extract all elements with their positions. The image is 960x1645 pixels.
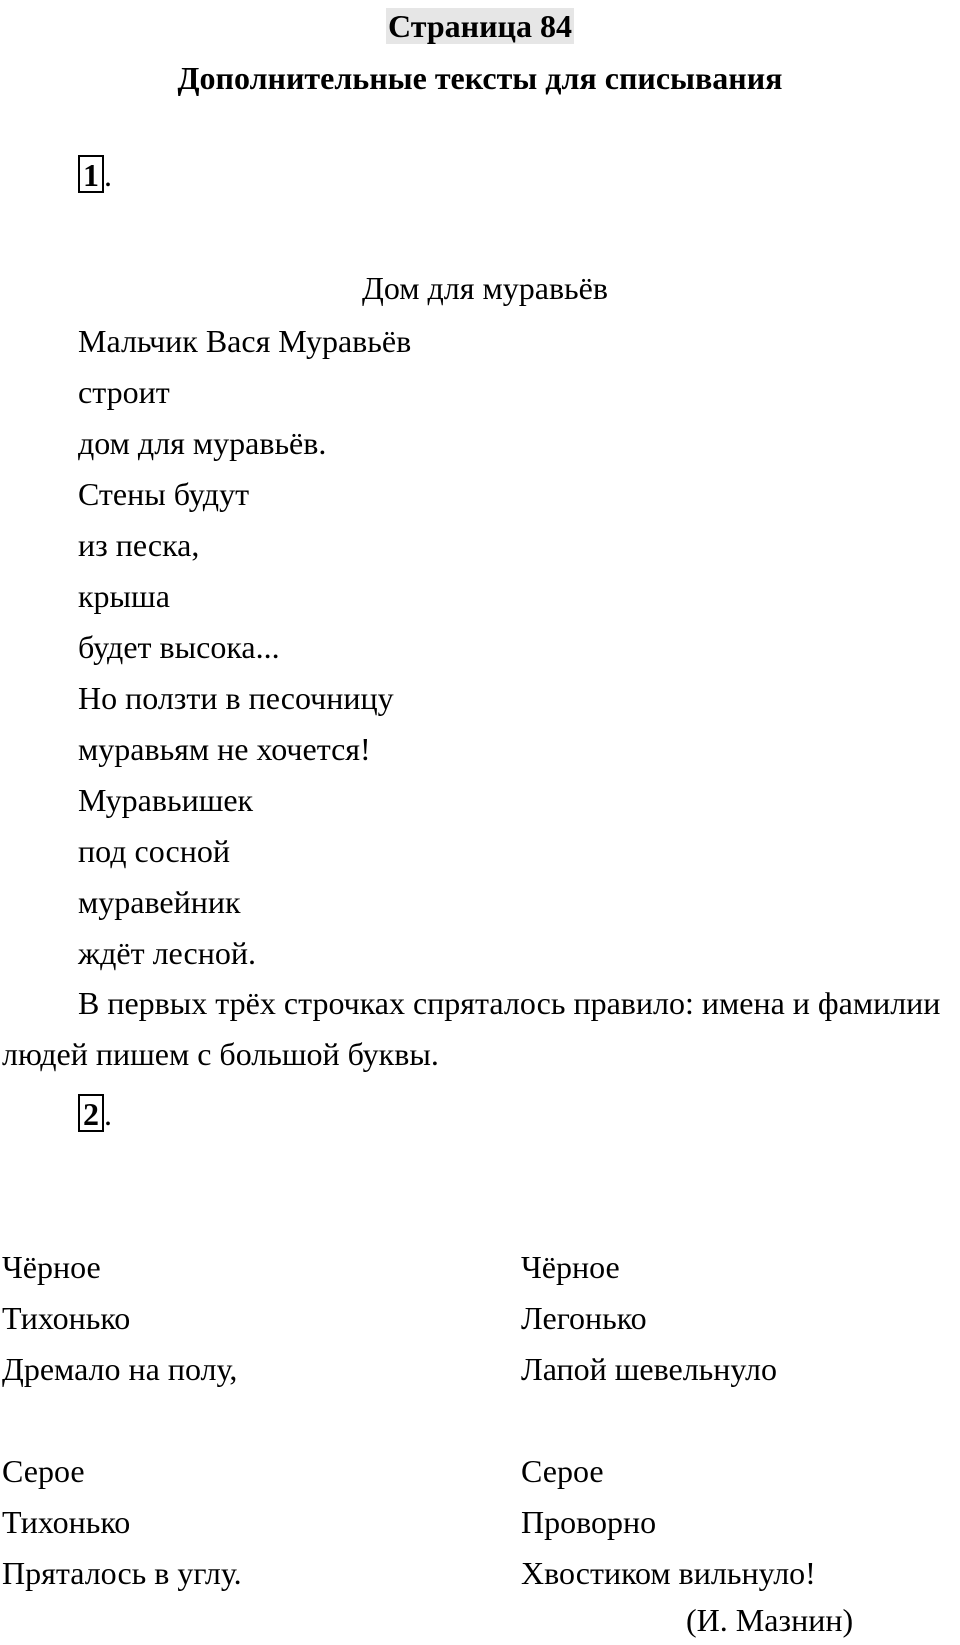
left-column-stanza-1	[2, 1242, 237, 1395]
poem-line: под сосной	[78, 833, 230, 869]
poem-line: Мальчик Вася Муравьёв	[78, 323, 412, 359]
poem-line: Чёрное	[521, 1249, 620, 1285]
poem-lines	[78, 316, 411, 979]
page-subtitle: Дополнительные тексты для списывания	[177, 60, 783, 96]
task-number-dot: .	[104, 157, 112, 193]
task-number-box: 2	[78, 1094, 104, 1132]
poem-line: Но ползти в песочницу	[78, 680, 394, 716]
poem-line: Стены будут	[78, 476, 250, 512]
task-number-dot: .	[104, 1096, 112, 1132]
poem-line: Чёрное	[2, 1249, 101, 1285]
poem-line: Тихонько	[2, 1300, 131, 1336]
poem-line: Хвостиком вильнуло!	[521, 1555, 816, 1591]
poem-line: ждёт лесной.	[78, 935, 256, 971]
poem-line: Проворно	[521, 1504, 657, 1540]
poem-line: Серое	[2, 1453, 85, 1489]
poem-title: Дом для муравьёв	[362, 270, 608, 306]
poem-line: муравьям не хочется!	[78, 731, 371, 767]
right-column-stanza-1	[521, 1242, 777, 1395]
poem-line: Дремало на полу,	[2, 1351, 238, 1387]
task-number-2	[78, 1094, 112, 1132]
poem-line: Легонько	[521, 1300, 647, 1336]
poem-line: Пряталось в углу.	[2, 1555, 242, 1591]
poem-line: Муравьишек	[78, 782, 254, 818]
left-column-stanza-2	[2, 1446, 242, 1599]
author-attribution: (И. Мазнин)	[686, 1602, 854, 1638]
poem-line: Тихонько	[2, 1504, 131, 1540]
task-number-box: 1	[78, 155, 104, 193]
page-title-text: Страница 84	[388, 8, 572, 44]
task-number-1	[78, 155, 112, 193]
poem-line: будет высока...	[78, 629, 280, 665]
poem-line: Лапой шевельнуло	[521, 1351, 777, 1387]
poem-line: из песка,	[78, 527, 200, 563]
poem-line: строит	[78, 374, 170, 410]
right-column-stanza-2	[521, 1446, 816, 1599]
page-title	[0, 6, 960, 46]
poem-line: муравейник	[78, 884, 241, 920]
rule-paragraph: В первых трёх строчках спряталось правило: имена и фамилии людей пишем с большой буквы.	[2, 985, 941, 1072]
poem-line: Серое	[521, 1453, 604, 1489]
poem-line: дом для муравьёв.	[78, 425, 327, 461]
poem-line: крыша	[78, 578, 170, 614]
